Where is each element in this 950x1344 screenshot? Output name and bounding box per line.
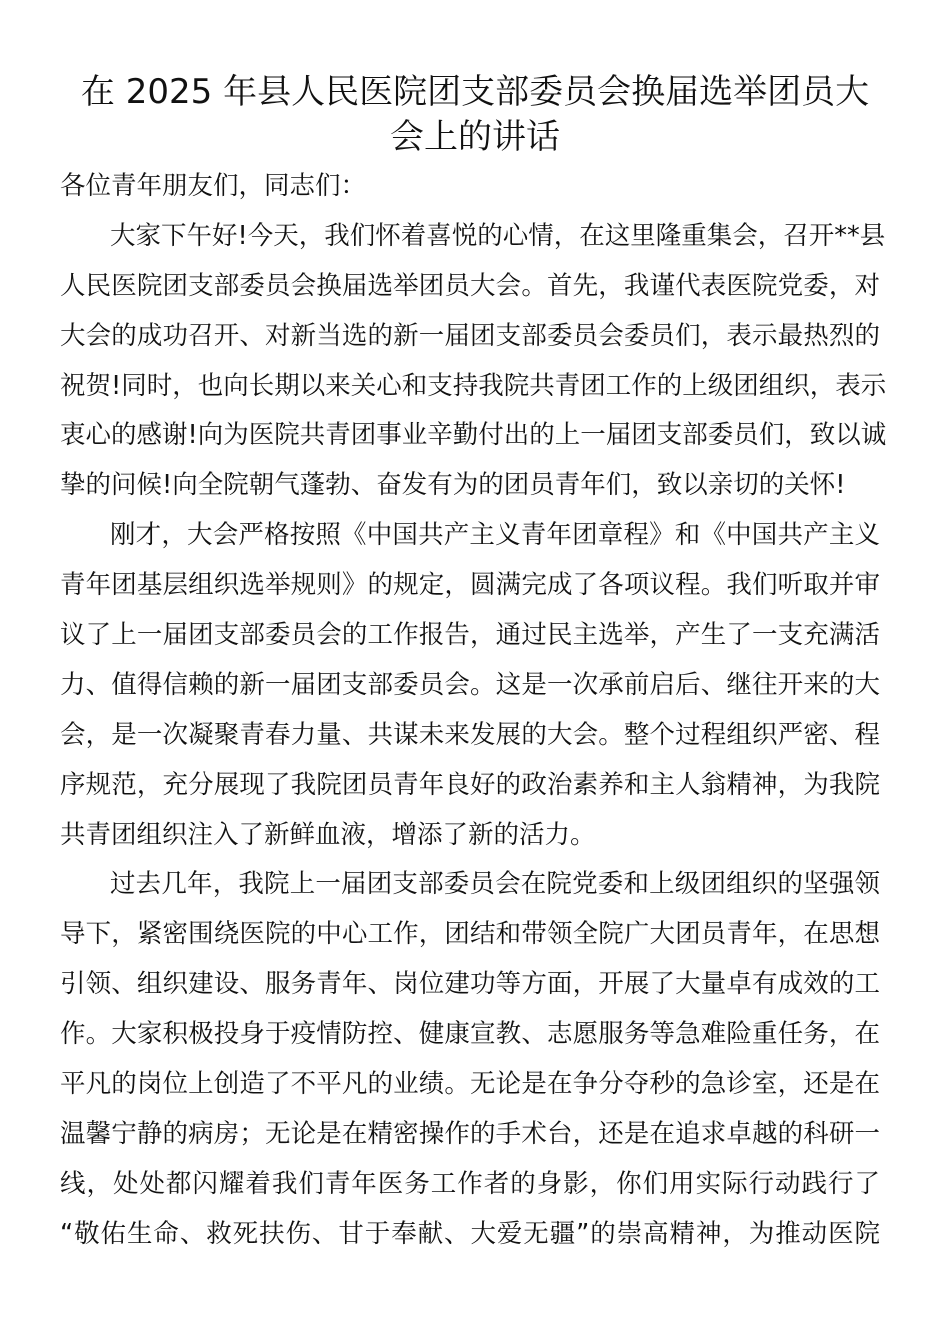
paragraph-line: 线，处处都闪耀着我们青年医务工作者的身影，你们用实际行动践行了 (60, 1168, 880, 1199)
paragraph-line: 过去几年，我院上一届团支部委员会在院党委和上级团组织的坚强领 (110, 869, 880, 900)
paragraph-line: 温馨宁静的病房；无论是在精密操作的手术台，还是在追求卓越的科研一 (60, 1118, 880, 1149)
paragraph-line: 导下，紧密围绕医院的中心工作，团结和带领全院广大团员青年，在思想 (60, 919, 880, 950)
paragraph-line: 大会的成功召开、对新当选的新一届团支部委员会委员们，表示最热烈的 (60, 320, 880, 351)
document-title (60, 70, 890, 160)
paragraph-line: 衷心的感谢!向为医院共青团事业辛勤付出的上一届团支部委员们，致以诚 (60, 420, 887, 451)
paragraph-line: 作。大家积极投身于疫情防控、健康宣教、志愿服务等急难险重任务，在 (60, 1019, 880, 1050)
paragraph-line: 刚才，大会严格按照《中国共产主义青年团章程》和《中国共产主义 (110, 520, 880, 551)
document-body (60, 162, 887, 1260)
paragraph-line: 力、值得信赖的新一届团支部委员会。这是一次承前启后、继往开来的大 (60, 669, 880, 700)
paragraph-line: 大家下午好!今天，我们怀着喜悦的心情，在这里隆重集会，召开**县 (110, 220, 886, 251)
salutation: 各位青年朋友们，同志们： (60, 171, 367, 201)
paragraph (60, 860, 880, 1259)
paragraph-line: 引领、组织建设、服务青年、岗位建功等方面，开展了大量卓有成效的工 (60, 969, 880, 1000)
paragraph-line: 议了上一届团支部委员会的工作报告，通过民主选举，产生了一支充满活 (60, 620, 880, 651)
paragraph (60, 511, 880, 860)
paragraph-line: “敬佑生命、救死扶伤、甘于奉献、大爱无疆”的崇高精神，为推动医院 (60, 1218, 880, 1249)
paragraph-line: 祝贺!同时，也向长期以来关心和支持我院共青团工作的上级团组织，表示 (60, 370, 887, 401)
paragraphs (60, 212, 887, 1260)
title-line: 会上的讲话 (390, 117, 560, 157)
paragraph-line: 挚的问候!向全院朝气蓬勃、奋发有为的团员青年们，致以亲切的关怀! (60, 470, 846, 501)
paragraph (60, 212, 887, 511)
title-line: 在 2025 年县人民医院团支部委员会换届选举团员大 (80, 72, 870, 112)
paragraph-line: 会，是一次凝聚青春力量、共谋未来发展的大会。整个过程组织严密、程 (60, 719, 880, 750)
paragraph-line: 序规范，充分展现了我院团员青年良好的政治素养和主人翁精神，为我院 (60, 769, 880, 800)
paragraph-line: 青年团基层组织选举规则》的规定，圆满完成了各项议程。我们听取并审 (60, 570, 880, 601)
paragraph-line: 共青团组织注入了新鲜血液，增添了新的活力。 (60, 819, 596, 850)
paragraph-line: 平凡的岗位上创造了不平凡的业绩。无论是在争分夺秒的急诊室，还是在 (60, 1069, 880, 1100)
paragraph-line: 人民医院团支部委员会换届选举团员大会。首先，我谨代表医院党委，对 (60, 270, 880, 301)
